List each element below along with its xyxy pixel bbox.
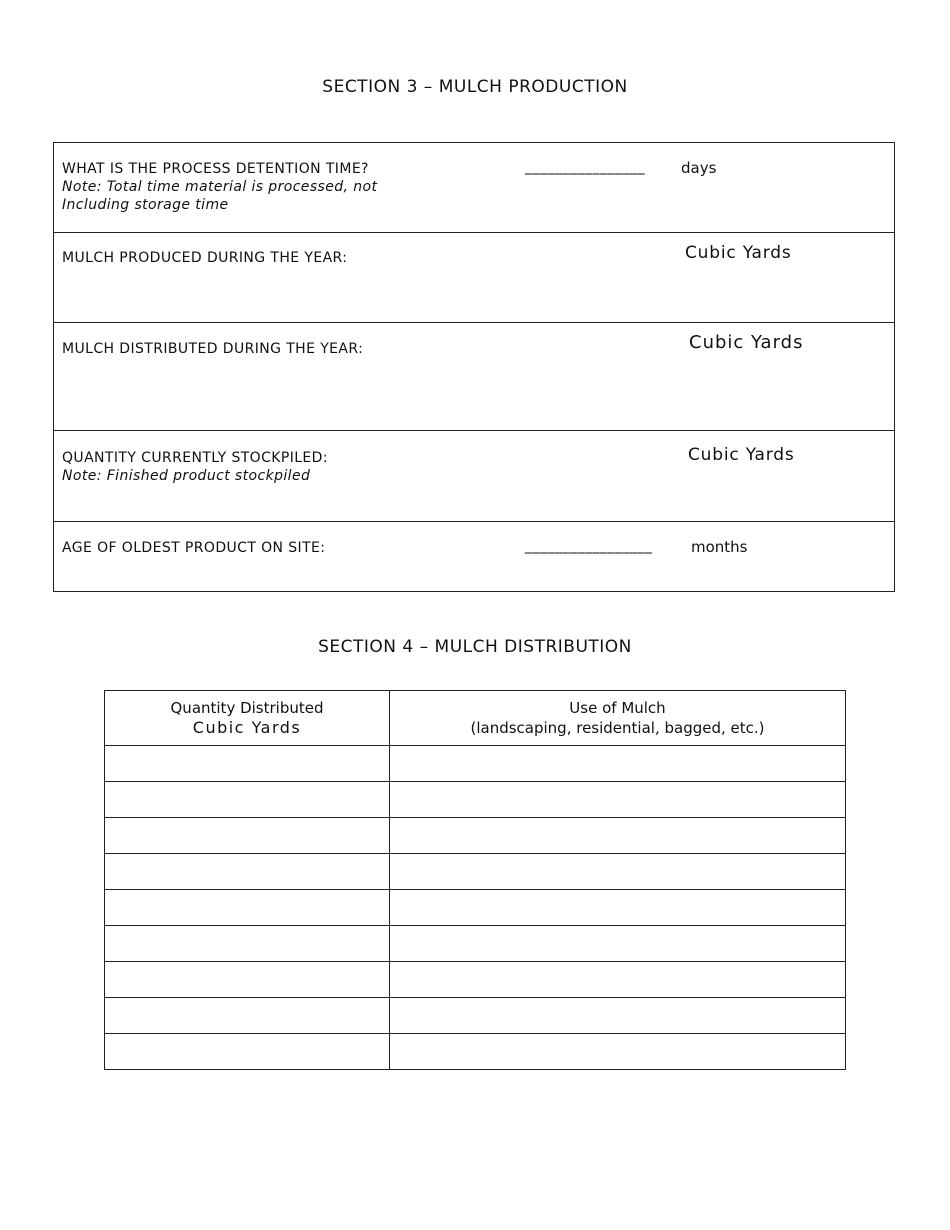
table-row [105,854,846,890]
oldest-product-label: AGE OF OLDEST PRODUCT ON SITE: [62,540,326,556]
detention-time-row [54,143,894,233]
use-cell[interactable] [390,962,846,998]
stockpiled-label: QUANTITY CURRENTLY STOCKPILED: [62,450,328,466]
table-row [105,818,846,854]
detention-time-field[interactable]: ________________ [525,159,645,175]
table-header-row [105,691,846,746]
mulch-distribution-table [104,690,846,1070]
cubic-yards-unit-label: Cubic Yards [688,445,795,465]
use-cell[interactable] [390,998,846,1034]
quantity-distributed-header [105,691,390,746]
stockpiled-row[interactable] [54,431,894,522]
quantity-cell[interactable] [105,854,390,890]
table-row [105,1034,846,1070]
section-4-title: SECTION 4 – MULCH DISTRIBUTION [318,637,632,657]
quantity-distributed-label: Quantity Distributed [170,699,324,717]
use-of-mulch-label: Use of Mulch [569,699,666,717]
quantity-cell[interactable] [105,746,390,782]
use-cell[interactable] [390,746,846,782]
quantity-cell[interactable] [105,890,390,926]
quantity-cell[interactable] [105,926,390,962]
table-row [105,998,846,1034]
cubic-yards-unit-label: Cubic Yards [685,243,792,263]
table-row [105,962,846,998]
use-cell[interactable] [390,854,846,890]
detention-time-note-1: Note: Total time material is processed, not [62,179,378,195]
mulch-distributed-label: MULCH DISTRIBUTED DURING THE YEAR: [62,341,364,357]
table-row [105,926,846,962]
quantity-cell[interactable] [105,782,390,818]
use-cell[interactable] [390,926,846,962]
detention-time-label: WHAT IS THE PROCESS DETENTION TIME? [62,161,369,177]
stockpiled-note: Note: Finished product stockpiled [62,468,311,484]
mulch-distributed-row[interactable] [54,323,894,431]
months-unit-label: months [691,538,748,556]
quantity-cell[interactable] [105,1034,390,1070]
detention-time-note-2: Including storage time [62,197,229,213]
days-unit-label: days [681,159,717,177]
stockpiled-question [62,449,328,485]
quantity-cell[interactable] [105,818,390,854]
use-of-mulch-header [390,691,846,746]
use-cell[interactable] [390,890,846,926]
quantity-cell[interactable] [105,998,390,1034]
table-row [105,746,846,782]
oldest-product-field[interactable]: _________________ [525,538,653,554]
section-3-title: SECTION 3 – MULCH PRODUCTION [322,77,628,97]
table-row [105,890,846,926]
mulch-produced-label: MULCH PRODUCED DURING THE YEAR: [62,250,348,266]
use-cell[interactable] [390,1034,846,1070]
cubic-yards-header-label: Cubic Yards [192,718,302,737]
mulch-production-form [53,142,895,592]
mulch-produced-row[interactable] [54,233,894,323]
oldest-product-row [54,522,894,593]
table-row [105,782,846,818]
cubic-yards-unit-label: Cubic Yards [689,332,804,353]
quantity-cell[interactable] [105,962,390,998]
use-cell[interactable] [390,782,846,818]
detention-time-question [62,160,377,214]
use-of-mulch-examples: (landscaping, residential, bagged, etc.) [470,719,765,737]
use-cell[interactable] [390,818,846,854]
